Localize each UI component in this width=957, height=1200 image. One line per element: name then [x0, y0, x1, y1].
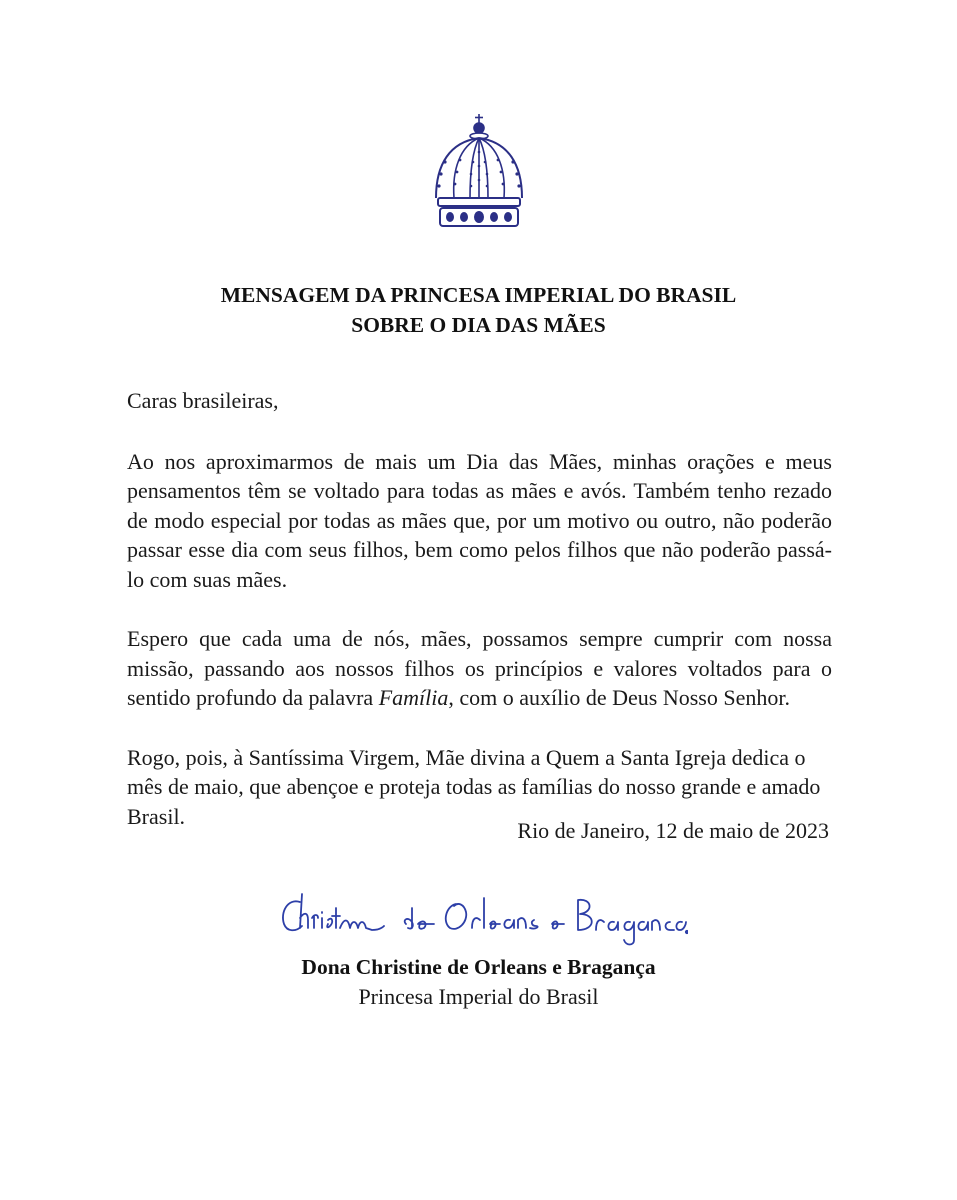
paragraph-2	[127, 624, 832, 713]
paragraph-2-start: Espero que cada uma de nós, mães, possamos sempre cumprir com nossa missão, passando aos nossos filhos os princípios e valores voltados para o sentido profundo da palavra	[127, 626, 832, 710]
signer-name: Dona Christine de Orleans e Bragança	[301, 955, 656, 979]
title-line-2: SOBRE O DIA DAS MÃES	[351, 313, 606, 337]
paragraph-1: Ao nos aproximarmos de mais um Dia das Mães, minhas orações e meus pensamentos têm se voltado para todas as mães e avós. Também tenho rezado de modo especial por todas as mães que, por um motivo ou outro, não poderão passar esse dia com seus filhos, bem como pelos filhos que não poderão passá-lo com suas mães.	[127, 448, 832, 592]
salutation: Caras brasileiras,	[127, 388, 279, 413]
page-title	[0, 280, 957, 340]
imperial-crown-icon	[430, 112, 528, 230]
paragraph-3: Rogo, pois, à Santíssima Virgem, Mãe divina a Quem a Santa Igreja dedica o mês de maio, que abençoe e proteja todas as famílias do nosso grande e amado Brasil.	[127, 744, 821, 829]
signer-block	[0, 952, 957, 1012]
letter-date: Rio de Janeiro, 12 de maio de 2023	[517, 818, 829, 843]
paragraph-2-emphasis: Família	[378, 685, 449, 710]
handwritten-signature	[278, 888, 688, 946]
paragraph-2-end: , com o auxílio de Deus Nosso Senhor.	[448, 685, 790, 710]
signer-title: Princesa Imperial do Brasil	[358, 984, 599, 1009]
title-line-1: MENSAGEM DA PRINCESA IMPERIAL DO BRASIL	[220, 283, 737, 307]
letter-body	[127, 386, 832, 861]
